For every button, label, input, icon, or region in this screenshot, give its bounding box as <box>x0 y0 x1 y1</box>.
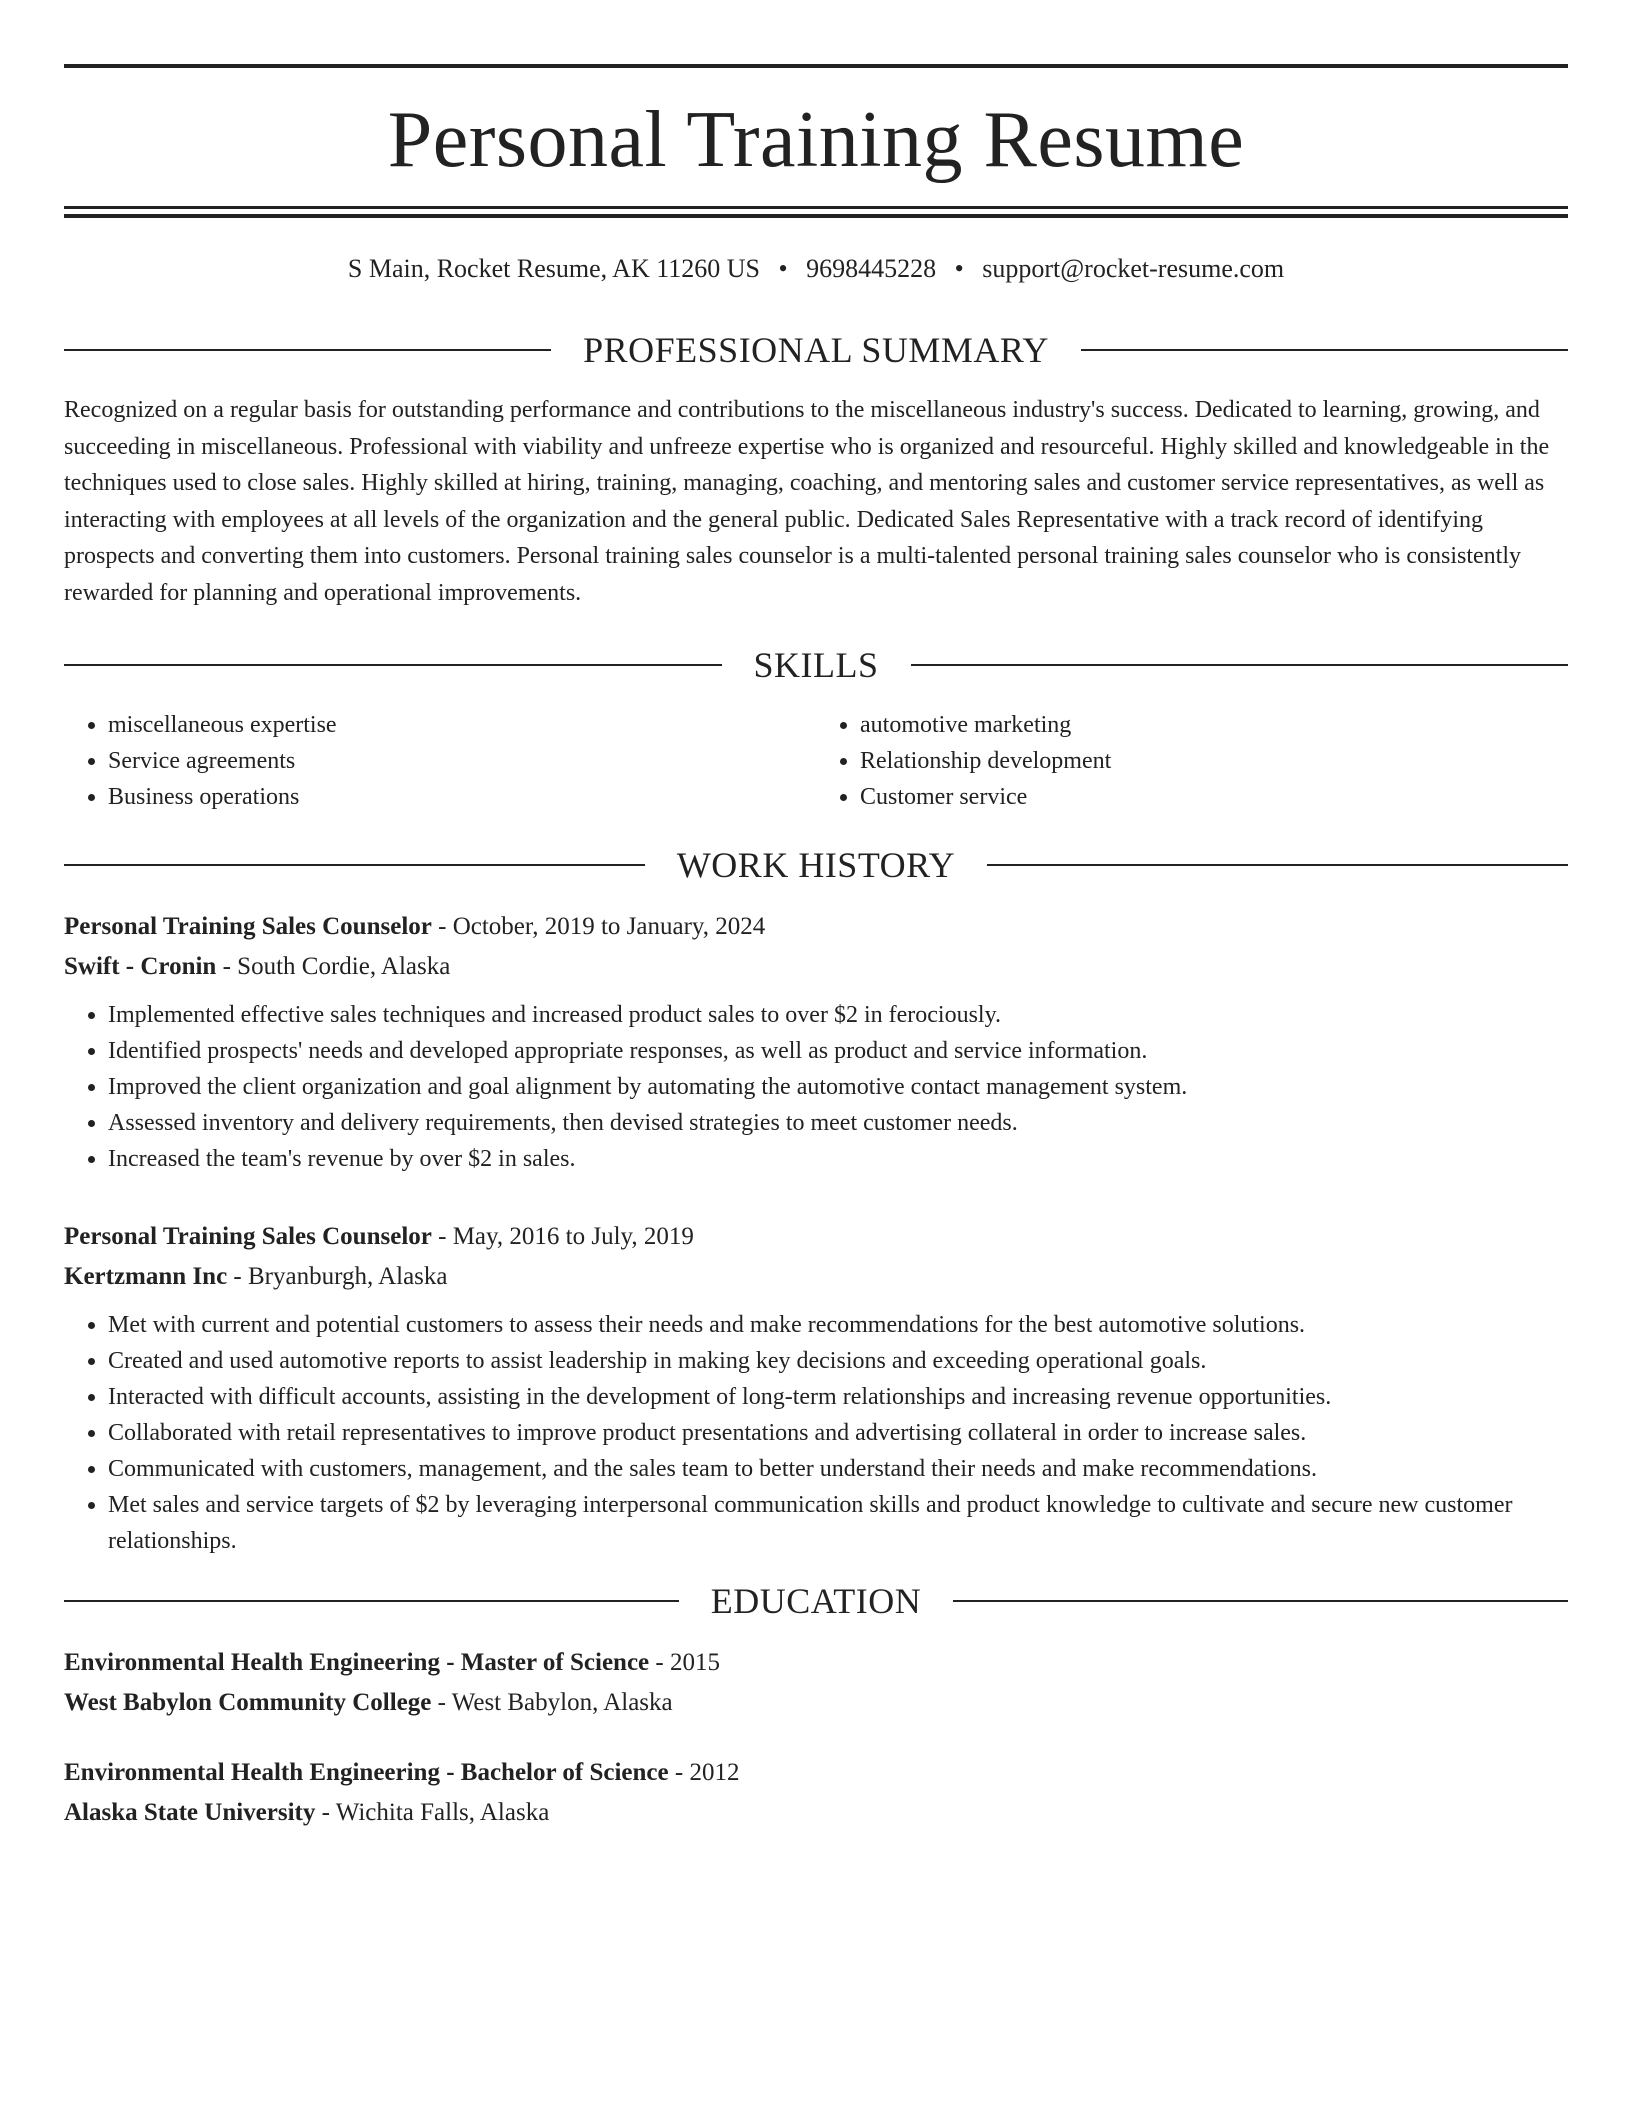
section-rule <box>953 1600 1568 1602</box>
dash: - <box>315 1799 336 1826</box>
section-rule <box>64 1600 679 1602</box>
skills-column-left <box>64 707 816 815</box>
dash: - <box>649 1649 670 1676</box>
education-location: West Babylon, Alaska <box>451 1689 673 1716</box>
contact-phone: 9698445228 <box>806 254 937 283</box>
dash: - <box>668 1759 690 1786</box>
dash: - <box>227 1263 248 1290</box>
job-entry <box>64 907 1568 1177</box>
job-bullet: • Assessed inventory and delivery requirements, then devised strategies to meet customer needs. <box>108 1105 1568 1141</box>
section-title-summary: PROFESSIONAL SUMMARY <box>583 330 1049 370</box>
section-rule <box>64 864 645 866</box>
job-title: Personal Training Sales Counselor <box>64 913 432 940</box>
section-title-skills: SKILLS <box>753 645 879 685</box>
skill-item: • Customer service <box>860 779 1568 815</box>
dash: - <box>431 1689 452 1716</box>
education-school: West Babylon Community College <box>64 1689 432 1716</box>
section-header-skills <box>64 645 1568 685</box>
section-rule <box>1081 349 1568 351</box>
skill-item: • miscellaneous expertise <box>108 707 816 743</box>
summary-text: Recognized on a regular basis for outstanding performance and contributions to the miscellaneous industry's success. Dedicated to learning, growing, and succeeding in miscellaneous. Professional with viability and unfreeze expertise who is organized and resourceful. Highly skilled and knowledgeable in the techniques used to close sales. Highly skilled at hiring, training, managing, coaching, and mentoring sales and customer service representatives, as well as interacting with employees at all levels of the organization and the general public. Dedicated Sales Representative with a track record of identifying prospects and converting them into customers. Personal training sales counselor is a multi-talented personal training sales counselor who is consistently rewarded for planning and operational improvements. <box>64 397 1550 606</box>
job-location: Bryanburgh, Alaska <box>248 1263 448 1290</box>
section-rule <box>64 349 551 351</box>
skill-item: • automotive marketing <box>860 707 1568 743</box>
contact-separator: • <box>778 254 788 283</box>
contact-address: S Main, Rocket Resume, AK 11260 US <box>347 254 760 283</box>
education-school: Alaska State University <box>64 1799 316 1826</box>
education-degree-line <box>64 1753 1568 1793</box>
job-company: Swift - Cronin <box>64 953 217 980</box>
job-title-line <box>64 907 1568 947</box>
section-rule <box>987 864 1568 866</box>
skill-item: • Service agreements <box>108 743 816 779</box>
education-location: Wichita Falls, Alaska <box>335 1799 550 1826</box>
skill-item: • Business operations <box>108 779 816 815</box>
education-entry <box>64 1753 1568 1833</box>
section-header-work <box>64 845 1568 885</box>
resume-page <box>64 64 1568 1833</box>
job-bullet: • Met with current and potential customers to assess their needs and make recommendations for the best automotive solutions. <box>108 1307 1568 1343</box>
skills-list <box>64 707 1568 815</box>
contact-email: support@rocket-resume.com <box>982 254 1285 283</box>
title-double-rule <box>64 206 1568 218</box>
section-header-education <box>64 1581 1568 1621</box>
job-bullet: • Created and used automotive reports to assist leadership in making key decisions and exceeding operational goals. <box>108 1343 1568 1379</box>
contact-line <box>64 252 1568 286</box>
education-degree: Environmental Health Engineering - Master of Science <box>64 1649 650 1676</box>
education-school-line <box>64 1683 1568 1723</box>
education-degree-line <box>64 1643 1568 1683</box>
job-bullet: • Interacted with difficult accounts, assisting in the development of long-term relationships and increasing revenue opportunities. <box>108 1379 1568 1415</box>
contact-separator: • <box>954 254 964 283</box>
education-year: 2012 <box>689 1759 740 1786</box>
job-company-line <box>64 947 1568 987</box>
job-bullet: • Identified prospects' needs and developed appropriate responses, as well as product and service information. <box>108 1033 1568 1069</box>
section-title-education: EDUCATION <box>710 1581 922 1621</box>
skills-column-right <box>816 707 1568 815</box>
job-bullet: • Implemented effective sales techniques and increased product sales to over $2 in ferociously. <box>108 997 1568 1033</box>
job-bullet: • Increased the team's revenue by over $2 in sales. <box>108 1141 1568 1177</box>
job-dates: May, 2016 to July, 2019 <box>452 1223 694 1250</box>
job-bullets <box>64 997 1568 1177</box>
education-year: 2015 <box>669 1649 720 1676</box>
job-bullets <box>64 1307 1568 1559</box>
skill-item: • Relationship development <box>860 743 1568 779</box>
education-degree: Environmental Health Engineering - Bachelor of Science <box>64 1759 669 1786</box>
top-rule <box>64 64 1568 68</box>
job-dates: October, 2019 to January, 2024 <box>452 913 766 940</box>
job-title: Personal Training Sales Counselor <box>64 1223 432 1250</box>
job-bullet: • Improved the client organization and goal alignment by automating the automotive contact management system. <box>108 1069 1568 1105</box>
job-entry <box>64 1217 1568 1559</box>
dash: - <box>431 1223 453 1250</box>
dash: - <box>431 913 453 940</box>
page-title: Personal Training Resume <box>387 96 1245 184</box>
job-title-line <box>64 1217 1568 1257</box>
job-location: South Cordie, Alaska <box>237 953 451 980</box>
job-bullet: • Collaborated with retail representatives to improve product presentations and advertising collateral in order to increase sales. <box>108 1415 1568 1451</box>
job-company: Kertzmann Inc <box>64 1263 228 1290</box>
dash: - <box>216 953 238 980</box>
education-entry <box>64 1643 1568 1723</box>
education-school-line <box>64 1793 1568 1833</box>
job-bullet: • Met sales and service targets of $2 by leveraging interpersonal communication skills and product knowledge to cultivate and secure new customer relationships. <box>108 1487 1568 1559</box>
section-header-summary <box>64 330 1568 370</box>
job-bullet: • Communicated with customers, management, and the sales team to better understand their needs and make recommendations. <box>108 1451 1568 1487</box>
section-title-work: WORK HISTORY <box>676 845 956 885</box>
job-company-line <box>64 1257 1568 1297</box>
section-rule <box>64 664 722 666</box>
section-rule <box>911 664 1569 666</box>
